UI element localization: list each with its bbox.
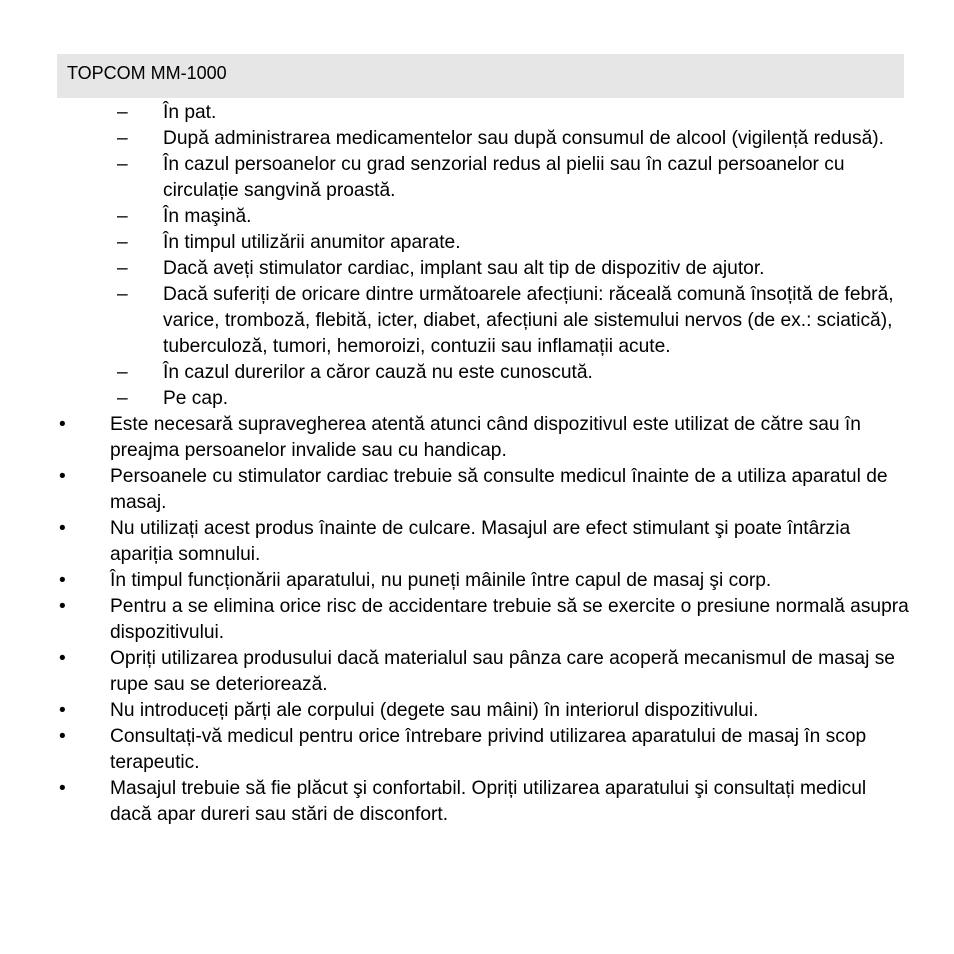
- document-body: [0, 100, 954, 828]
- dash-marker: –: [117, 362, 128, 383]
- bullet-list-item-text: În timpul funcționării aparatului, nu puneți mâinile între capul de masaj şi corp.: [110, 570, 772, 591]
- dash-marker: –: [117, 102, 128, 123]
- bullet-marker: •: [59, 414, 66, 435]
- bullet-list-item: [0, 412, 910, 464]
- bullet-list-item: [0, 776, 910, 828]
- sub-list-item-text: În timpul utilizării anumitor aparate.: [163, 232, 461, 253]
- bullet-list: [0, 412, 954, 828]
- bullet-list-item-text: Nu introduceți părți ale corpului (degete sau mâini) în interiorul dispozitivului.: [110, 700, 759, 721]
- bullet-list-item-text: Nu utilizați acest produs înainte de culcare. Masajul are efect stimulant şi poate întârzia apariția somnului.: [110, 518, 851, 565]
- dash-marker: –: [117, 206, 128, 227]
- sub-list-item: [0, 204, 903, 230]
- bullet-list-item-text: Consultați-vă medicul pentru orice întrebare privind utilizarea aparatului de masaj în scop terapeutic.: [110, 726, 867, 773]
- sub-list-item: [0, 230, 903, 256]
- bullet-list-item: [0, 594, 910, 646]
- sub-list-item: [0, 256, 903, 282]
- bullet-list-item: [0, 464, 910, 516]
- dash-marker: –: [117, 128, 128, 149]
- dash-marker: –: [117, 154, 128, 175]
- bullet-marker: •: [59, 570, 66, 591]
- bullet-marker: •: [59, 466, 66, 487]
- sub-list-item-text: Dacă suferiți de oricare dintre următoarele afecțiuni: răceală comună însoțită de febră, varice, tromboză, flebită, icter, diabet, afecțiuni ale sistemului nervos (de ex.: sciatică), tuberculoză, tumori, hemoroizi, contuzii sau inflamații acute.: [163, 284, 894, 357]
- bullet-list-item: [0, 516, 910, 568]
- sub-list-item-text: După administrarea medicamentelor sau după consumul de alcool (vigilență redusă).: [163, 128, 884, 149]
- sub-list-item-text: În cazul durerilor a căror cauză nu este cunoscută.: [163, 362, 593, 383]
- bullet-list-item: [0, 724, 910, 776]
- sub-list-item-text: În maşină.: [163, 206, 252, 227]
- bullet-list-item: [0, 646, 910, 698]
- bullet-marker: •: [59, 726, 66, 747]
- bullet-list-item-text: Pentru a se elimina orice risc de accidentare trebuie să se exercite o presiune normală asupra dispozitivului.: [110, 596, 909, 643]
- bullet-marker: •: [59, 778, 66, 799]
- page-header: [57, 54, 904, 98]
- bullet-list-item: [0, 698, 910, 724]
- dash-marker: –: [117, 232, 128, 253]
- bullet-marker: •: [59, 648, 66, 669]
- dash-marker: –: [117, 388, 128, 409]
- sub-list-item: [0, 100, 903, 126]
- bullet-marker: •: [59, 596, 66, 617]
- bullet-list-item-text: Masajul trebuie să fie plăcut şi confortabil. Opriți utilizarea aparatului şi consultați medicul dacă apar dureri sau stări de disconfort.: [110, 778, 867, 825]
- sub-list-item: [0, 126, 903, 152]
- sub-list-item: [0, 152, 903, 204]
- dash-marker: –: [117, 258, 128, 279]
- sub-list-item-text: Pe cap.: [163, 388, 229, 409]
- bullet-list-item: [0, 568, 910, 594]
- sub-list-item-text: În pat.: [163, 102, 217, 123]
- bullet-list-item-text: Opriți utilizarea produsului dacă materialul sau pânza care acoperă mecanismul de masaj se rupe sau se deteriorează.: [110, 648, 895, 695]
- sub-list-item: [0, 386, 903, 412]
- sub-list-item: [0, 282, 903, 360]
- bullet-list-item-text: Persoanele cu stimulator cardiac trebuie să consulte medicul înainte de a utiliza aparatul de masaj.: [110, 466, 888, 513]
- header-title: TOPCOM MM-1000: [67, 63, 227, 83]
- sub-list-item: [0, 360, 903, 386]
- sub-list-item-text: Dacă aveți stimulator cardiac, implant sau alt tip de dispozitiv de ajutor.: [163, 258, 765, 279]
- dash-marker: –: [117, 284, 128, 305]
- sub-list: [0, 100, 954, 412]
- bullet-list-item-text: Este necesară supravegherea atentă atunci când dispozitivul este utilizat de către sau în preajma persoanelor invalide sau cu handicap.: [110, 414, 861, 461]
- bullet-marker: •: [59, 700, 66, 721]
- sub-list-item-text: În cazul persoanelor cu grad senzorial redus al pielii sau în cazul persoanelor cu circulație sangvină proastă.: [163, 154, 845, 201]
- bullet-marker: •: [59, 518, 66, 539]
